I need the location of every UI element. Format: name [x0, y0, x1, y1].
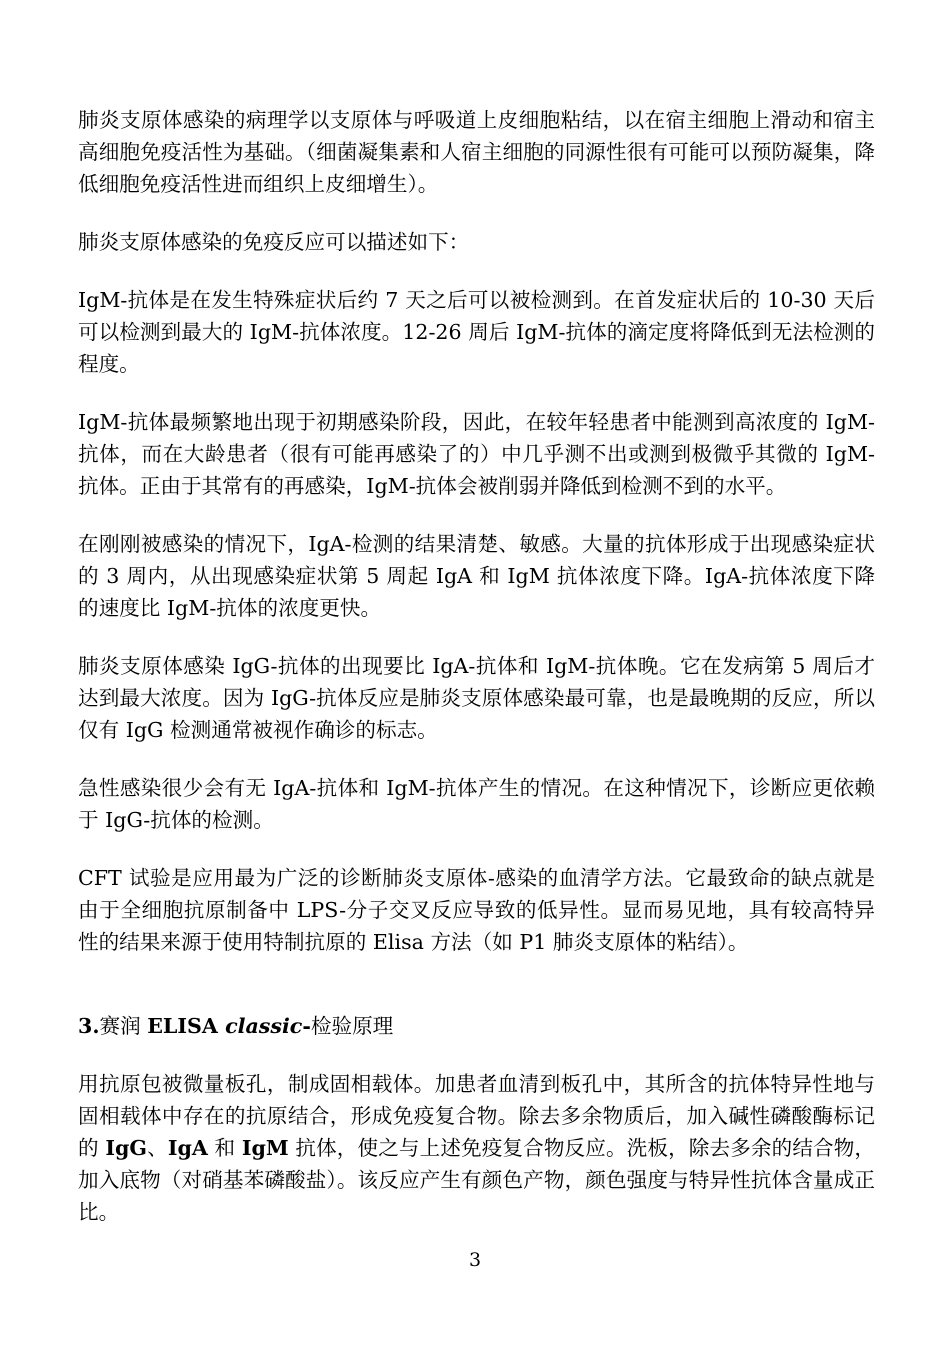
section-brand: ELISA: [147, 1014, 226, 1038]
paragraph-igm-frequency: IgM-抗体最频繁地出现于初期感染阶段，因此，在较年轻患者中能测到高浓度的 IgM-抗体，而在大龄患者（很有可能再感染了的）中几乎测不出或测到极微乎其微的 IgM-抗体。正由于其常有的再感染，IgM-抗体会被削弱并降低到检测不到的水平。: [78, 410, 875, 498]
paragraph-pathology: 肺炎支原体感染的病理学以支原体与呼吸道上皮细胞粘结，以在宿主细胞上滑动和宿主高细胞免疫活性为基础。（细菌凝集素和人宿主细胞的同源性很有可能可以预防凝集，降低细胞免疫活性进而组织上皮细增生）。: [78, 108, 875, 196]
principle-igg: IgG: [105, 1136, 147, 1160]
paragraph-acute-infection: 急性感染很少会有无 IgA-抗体和 IgM-抗体产生的情况。在这种情况下，诊断应更依赖于 IgG-抗体的检测。: [78, 776, 875, 832]
paragraph-cft-test: CFT 试验是应用最为广泛的诊断肺炎支原体-感染的血清学方法。它最致命的缺点就是由于全细胞抗原制备中 LPS-分子交叉反应导致的低异性。显而易见地，具有较高特异性的结果来源于使用特制抗原的 Elisa 方法（如 P1 肺炎支原体的粘结）。: [78, 866, 875, 954]
section-italic: classic: [225, 1014, 303, 1038]
document-body: [78, 104, 875, 1254]
page-number: 3: [468, 1249, 482, 1271]
principle-iga: IgA: [167, 1136, 208, 1160]
section-heading: [78, 1010, 875, 1042]
principle-sep-2: 和: [207, 1136, 242, 1160]
paragraph-igg-detection: 肺炎支原体感染 IgG-抗体的出现要比 IgA-抗体和 IgM-抗体晚。它在发病第 5 周后才达到最大浓度。因为 IgG-抗体反应是肺炎支原体感染最可靠，也是最晚期的反应，所以仅有 IgG 检测通常被视作确诊的标志。: [78, 654, 875, 742]
section-number: 3.: [78, 1014, 100, 1038]
paragraph-igm-detection: IgM-抗体是在发生特殊症状后约 7 天之后可以被检测到。在首发症状后的 10-30 天后可以检测到最大的 IgM-抗体浓度。12-26 周后 IgM-抗体的滴定度将降低到无法检测的程度。: [78, 288, 875, 376]
principle-text-2: 抗体，使之与上述免疫复合物反应。洗板，除去多余的结合物，加入底物（对硝基苯磷酸盐）。该反应产生有颜色产物，颜色强度与特异性抗体含量成正比。: [78, 1136, 876, 1224]
section-dash: -: [302, 1014, 311, 1038]
section-suffix: 检验原理: [310, 1014, 394, 1038]
principle-sep-1: 、: [147, 1136, 168, 1160]
principle-text-1: 用抗原包被微量板孔，制成固相载体。加患者血清到板孔中，其所含的抗体特异性地与固相载体中存在的抗原结合，形成免疫复合物。除去多余物质后，加入碱性磷酸酶标记的: [78, 1072, 875, 1160]
paragraph-iga-detection: 在刚刚被感染的情况下，IgA-检测的结果清楚、敏感。大量的抗体形成于出现感染症状的 3 周内，从出现感染症状第 5 周起 IgA 和 IgM 抗体浓度下降。IgA-抗体浓度下降的速度比 IgM-抗体的浓度更快。: [78, 532, 875, 620]
paragraph-principle: [78, 1068, 875, 1228]
principle-igm: IgM: [241, 1136, 289, 1160]
section-prefix: 赛润: [99, 1014, 148, 1038]
paragraph-immune-intro: 肺炎支原体感染的免疫反应可以描述如下：: [78, 230, 470, 254]
